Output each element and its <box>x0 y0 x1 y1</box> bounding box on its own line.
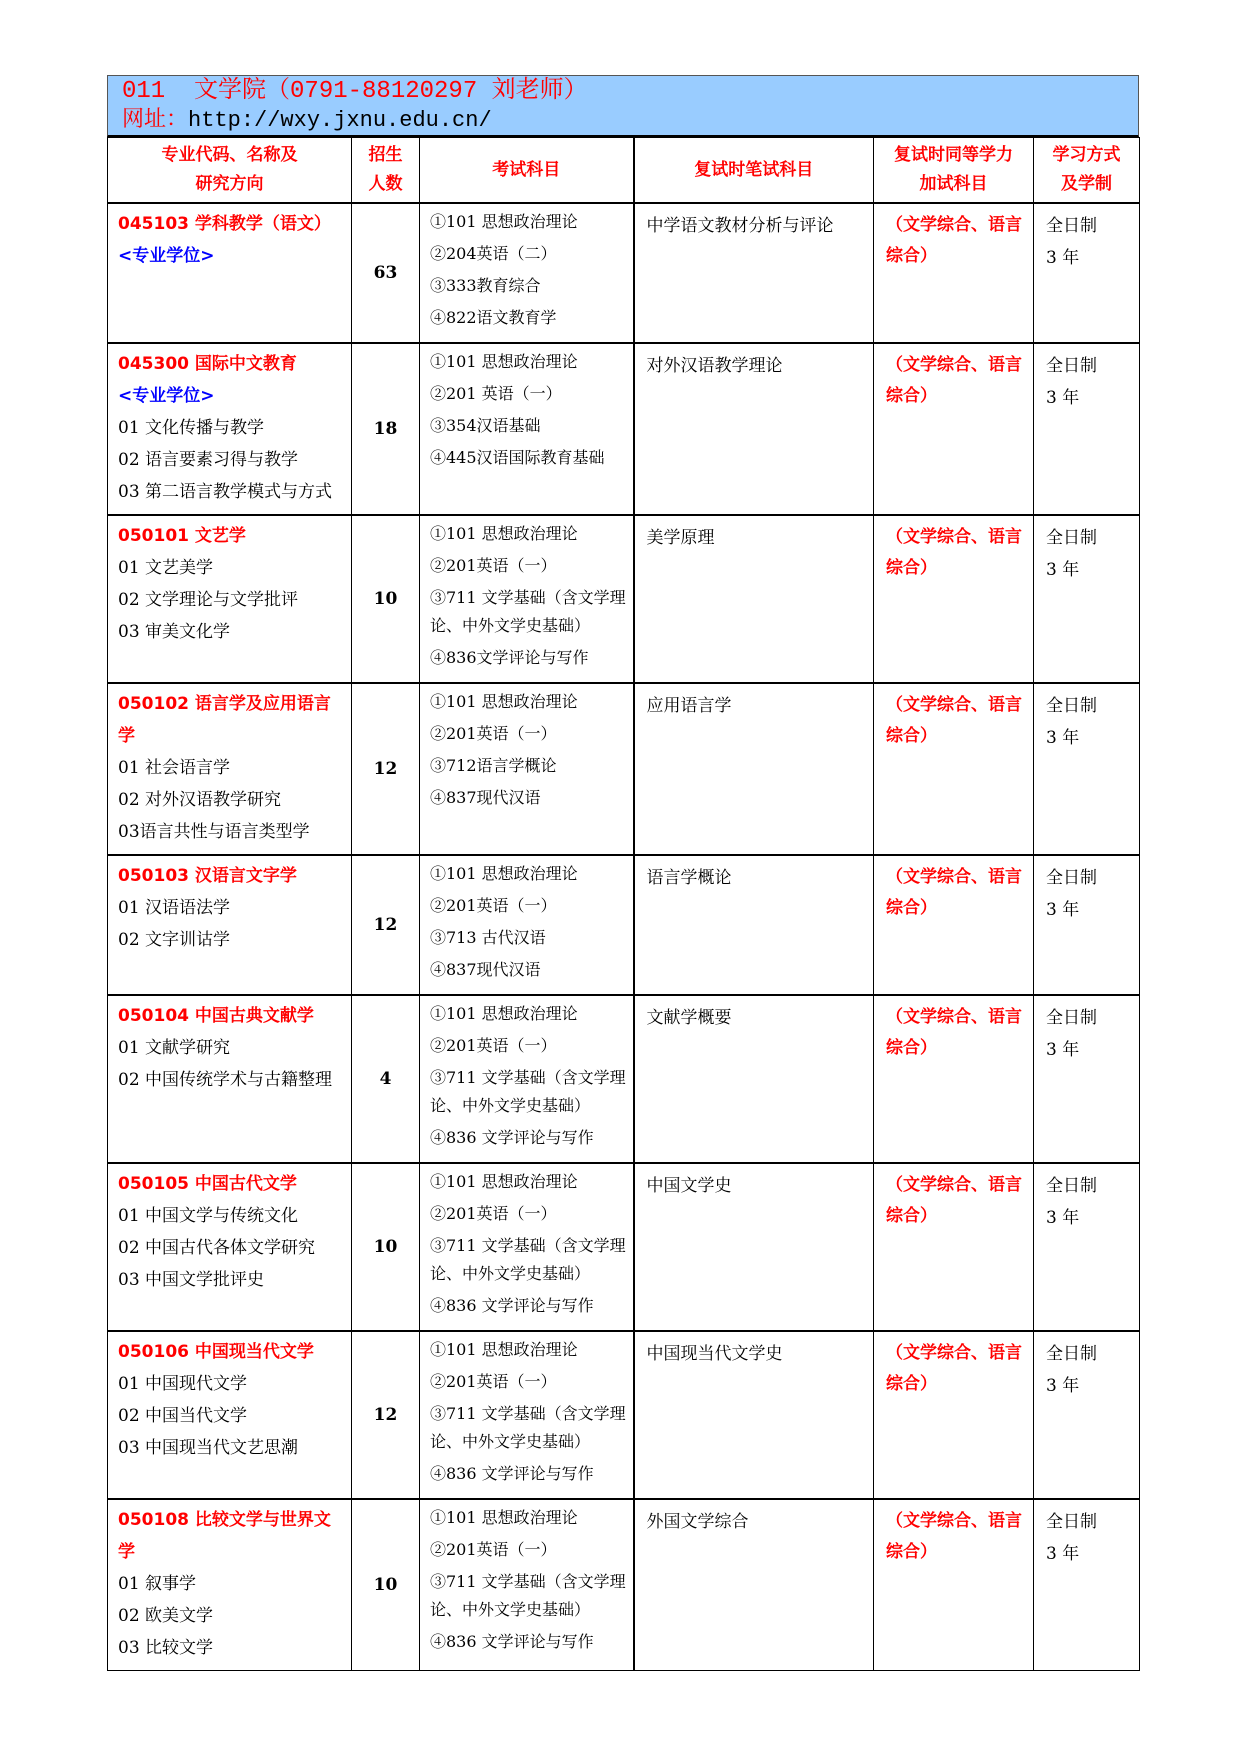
program-rows <box>108 203 1140 1671</box>
major-code-name: 050101 文艺学 <box>118 526 246 546</box>
exam-cell <box>420 1331 634 1499</box>
extra-exam-cell: （文学综合、语言综合） <box>874 683 1034 855</box>
quota-cell: 10 <box>352 1499 420 1671</box>
major-code-name: 045103 学科教学（语文） <box>118 214 331 234</box>
direction-list <box>118 552 343 648</box>
direction-list <box>118 1368 343 1464</box>
exam-subject: ③354汉语基础 <box>430 416 541 435</box>
exam-subject: ①101 思想政治理论 <box>430 352 578 371</box>
mode-cell <box>1034 995 1140 1163</box>
extra-exam-cell: （文学综合、语言综合） <box>874 1499 1034 1671</box>
exam-list <box>430 1504 627 1656</box>
study-mode: 全日制 <box>1046 868 1097 888</box>
research-direction: 01 中国现代文学 <box>118 1374 248 1394</box>
major-cell <box>108 1331 352 1499</box>
major-code-name: 050105 中国古代文学 <box>118 1174 297 1194</box>
study-years: 3 年 <box>1046 1208 1080 1228</box>
exam-subject: ①101 思想政治理论 <box>430 1340 578 1359</box>
quota-cell: 10 <box>352 515 420 683</box>
table-header-row <box>108 138 1140 204</box>
mode-cell <box>1034 1163 1140 1331</box>
major-code-name: 050106 中国现当代文学 <box>118 1342 314 1362</box>
research-direction: 03语言共性与语言类型学 <box>118 822 310 842</box>
exam-subject: ③711 文学基础（含文学理论、中外文学史基础） <box>430 1236 626 1283</box>
header-quota-line2: 人数 <box>368 174 403 194</box>
extra-exam-cell: （文学综合、语言综合） <box>874 203 1034 343</box>
research-direction: 02 文学理论与文学批评 <box>118 590 299 610</box>
study-years: 3 年 <box>1046 1544 1080 1564</box>
major-cell <box>108 203 352 343</box>
exam-list <box>430 520 627 672</box>
exam-subject: ②201英语（一） <box>430 556 557 575</box>
exam-subject: ①101 思想政治理论 <box>430 692 578 711</box>
website-label: 网址： <box>122 108 189 133</box>
research-direction: 03 中国文学批评史 <box>118 1270 265 1290</box>
quota-cell: 63 <box>352 203 420 343</box>
direction-list <box>118 1568 343 1664</box>
exam-subject: ④837现代汉语 <box>430 960 541 979</box>
table-row <box>108 1499 1140 1671</box>
retest-cell: 文献学概要 <box>634 995 874 1163</box>
exam-subject: ③711 文学基础（含文学理论、中外文学史基础） <box>430 1572 626 1619</box>
exam-subject: ①101 思想政治理论 <box>430 864 578 883</box>
direction-list <box>118 752 343 848</box>
exam-subject: ③713 古代汉语 <box>430 928 546 947</box>
mode-cell <box>1034 683 1140 855</box>
college-banner <box>107 75 1139 137</box>
table-row <box>108 1163 1140 1331</box>
research-direction: 03 第二语言教学模式与方式 <box>118 482 333 502</box>
exam-list <box>430 1168 627 1320</box>
exam-subject: ④836 文学评论与写作 <box>430 1128 594 1147</box>
header-mode-line1: 学习方式 <box>1052 145 1121 165</box>
retest-cell: 对外汉语教学理论 <box>634 343 874 515</box>
header-extra <box>874 138 1034 204</box>
exam-cell <box>420 203 634 343</box>
direction-list <box>118 892 343 956</box>
study-mode: 全日制 <box>1046 216 1097 236</box>
exam-subject: ④836 文学评论与写作 <box>430 1296 594 1315</box>
study-mode: 全日制 <box>1046 356 1097 376</box>
header-exam: 考试科目 <box>420 138 634 204</box>
header-major <box>108 138 352 204</box>
table-row <box>108 343 1140 515</box>
study-mode: 全日制 <box>1046 1512 1097 1532</box>
exam-subject: ③711 文学基础（含文学理论、中外文学史基础） <box>430 1404 626 1451</box>
study-mode: 全日制 <box>1046 1008 1097 1028</box>
research-direction: 02 中国当代文学 <box>118 1406 248 1426</box>
table-row <box>108 203 1140 343</box>
table-row <box>108 683 1140 855</box>
exam-subject: ④836 文学评论与写作 <box>430 1632 594 1651</box>
program-table <box>107 137 1140 1671</box>
admission-catalog-page <box>107 75 1139 1671</box>
research-direction: 02 语言要素习得与教学 <box>118 450 299 470</box>
table-row <box>108 855 1140 995</box>
header-quota <box>352 138 420 204</box>
quota-cell: 10 <box>352 1163 420 1331</box>
header-major-line1: 专业代码、名称及 <box>161 145 298 165</box>
major-code-name: 050104 中国古典文献学 <box>118 1006 314 1026</box>
retest-cell: 中国文学史 <box>634 1163 874 1331</box>
mode-cell <box>1034 515 1140 683</box>
study-years: 3 年 <box>1046 900 1080 920</box>
mode-cell <box>1034 1499 1140 1671</box>
retest-cell: 中国现当代文学史 <box>634 1331 874 1499</box>
exam-subject: ④445汉语国际教育基础 <box>430 448 605 467</box>
mode-cell <box>1034 855 1140 995</box>
exam-cell <box>420 995 634 1163</box>
research-direction: 03 比较文学 <box>118 1638 214 1658</box>
extra-exam-cell: （文学综合、语言综合） <box>874 995 1034 1163</box>
study-years: 3 年 <box>1046 560 1080 580</box>
retest-cell: 中学语文教材分析与评论 <box>634 203 874 343</box>
study-years: 3 年 <box>1046 728 1080 748</box>
major-cell <box>108 515 352 683</box>
retest-cell: 美学原理 <box>634 515 874 683</box>
exam-subject: ②201英语（一） <box>430 724 557 743</box>
major-code-name: 050108 比较文学与世界文学 <box>118 1510 331 1562</box>
research-direction: 02 中国古代各体文学研究 <box>118 1238 316 1258</box>
exam-cell <box>420 1163 634 1331</box>
website-url[interactable]: http://wxy.jxnu.edu.cn/ <box>188 108 492 133</box>
major-cell <box>108 1499 352 1671</box>
quota-cell: 18 <box>352 343 420 515</box>
header-major-line2: 研究方向 <box>195 174 264 194</box>
table-row <box>108 1331 1140 1499</box>
exam-subject: ①101 思想政治理论 <box>430 1508 578 1527</box>
mode-cell <box>1034 203 1140 343</box>
major-cell <box>108 1163 352 1331</box>
retest-cell: 应用语言学 <box>634 683 874 855</box>
study-mode: 全日制 <box>1046 1344 1097 1364</box>
research-direction: 02 对外汉语教学研究 <box>118 790 282 810</box>
website-line <box>122 107 1138 135</box>
exam-cell <box>420 343 634 515</box>
header-mode-line2: 及学制 <box>1061 174 1112 194</box>
exam-list <box>430 688 627 812</box>
study-years: 3 年 <box>1046 1040 1080 1060</box>
exam-subject: ③711 文学基础（含文学理论、中外文学史基础） <box>430 588 626 635</box>
mode-cell <box>1034 1331 1140 1499</box>
exam-list <box>430 348 627 472</box>
exam-cell <box>420 1499 634 1671</box>
exam-subject: ②201英语（一） <box>430 1372 557 1391</box>
exam-subject: ②201英语（一） <box>430 1204 557 1223</box>
exam-subject: ②201英语（一） <box>430 1540 557 1559</box>
major-code-name: 045300 国际中文教育 <box>118 354 297 374</box>
exam-subject: ③712语言学概论 <box>430 756 557 775</box>
quota-cell: 12 <box>352 855 420 995</box>
research-direction: 01 社会语言学 <box>118 758 231 778</box>
research-direction: 01 叙事学 <box>118 1574 197 1594</box>
retest-cell: 语言学概论 <box>634 855 874 995</box>
exam-cell <box>420 515 634 683</box>
quota-cell: 12 <box>352 683 420 855</box>
header-quota-line1: 招生 <box>368 145 403 165</box>
quota-cell: 4 <box>352 995 420 1163</box>
exam-list <box>430 1336 627 1488</box>
college-title: 011 文学院（0791-88120297 刘老师） <box>122 78 588 105</box>
exam-subject: ②201 英语（一） <box>430 384 562 403</box>
degree-type: <专业学位> <box>118 246 215 266</box>
direction-list <box>118 1200 343 1296</box>
exam-subject: ①101 思想政治理论 <box>430 524 578 543</box>
quota-cell: 12 <box>352 1331 420 1499</box>
header-retest: 复试时笔试科目 <box>634 138 874 204</box>
research-direction: 01 文化传播与教学 <box>118 418 265 438</box>
exam-subject: ②201英语（一） <box>430 896 557 915</box>
study-years: 3 年 <box>1046 1376 1080 1396</box>
research-direction: 01 文艺美学 <box>118 558 214 578</box>
header-mode <box>1034 138 1140 204</box>
study-mode: 全日制 <box>1046 528 1097 548</box>
research-direction: 01 中国文学与传统文化 <box>118 1206 299 1226</box>
direction-list <box>118 412 343 508</box>
extra-exam-cell: （文学综合、语言综合） <box>874 1163 1034 1331</box>
research-direction: 03 审美文化学 <box>118 622 231 642</box>
exam-subject: ②201英语（一） <box>430 1036 557 1055</box>
extra-exam-cell: （文学综合、语言综合） <box>874 343 1034 515</box>
research-direction: 03 中国现当代文艺思潮 <box>118 1438 299 1458</box>
exam-list <box>430 208 627 332</box>
research-direction: 01 汉语语法学 <box>118 898 231 918</box>
retest-cell: 外国文学综合 <box>634 1499 874 1671</box>
degree-type: <专业学位> <box>118 386 215 406</box>
extra-exam-cell: （文学综合、语言综合） <box>874 515 1034 683</box>
extra-exam-cell: （文学综合、语言综合） <box>874 1331 1034 1499</box>
major-code-name: 050102 语言学及应用语言学 <box>118 694 331 746</box>
major-cell <box>108 343 352 515</box>
exam-subject: ②204英语（二） <box>430 244 557 263</box>
major-cell <box>108 995 352 1163</box>
major-cell <box>108 855 352 995</box>
study-mode: 全日制 <box>1046 696 1097 716</box>
exam-subject: ①101 思想政治理论 <box>430 1004 578 1023</box>
study-years: 3 年 <box>1046 248 1080 268</box>
exam-subject: ④822语文教育学 <box>430 308 557 327</box>
research-direction: 01 文献学研究 <box>118 1038 231 1058</box>
research-direction: 02 文字训诂学 <box>118 930 231 950</box>
exam-list <box>430 860 627 984</box>
exam-cell <box>420 683 634 855</box>
study-mode: 全日制 <box>1046 1176 1097 1196</box>
exam-subject: ③711 文学基础（含文学理论、中外文学史基础） <box>430 1068 626 1115</box>
table-row <box>108 995 1140 1163</box>
exam-cell <box>420 855 634 995</box>
major-cell <box>108 683 352 855</box>
direction-list <box>118 1032 343 1096</box>
exam-subject: ④836文学评论与写作 <box>430 648 589 667</box>
major-code-name: 050103 汉语言文字学 <box>118 866 297 886</box>
mode-cell <box>1034 343 1140 515</box>
header-extra-line1: 复试时同等学力 <box>894 145 1013 165</box>
exam-subject: ①101 思想政治理论 <box>430 212 578 231</box>
table-row <box>108 515 1140 683</box>
exam-subject: ④836 文学评论与写作 <box>430 1464 594 1483</box>
extra-exam-cell: （文学综合、语言综合） <box>874 855 1034 995</box>
study-years: 3 年 <box>1046 388 1080 408</box>
exam-subject: ④837现代汉语 <box>430 788 541 807</box>
exam-subject: ③333教育综合 <box>430 276 541 295</box>
header-extra-line2: 加试科目 <box>919 174 988 194</box>
exam-list <box>430 1000 627 1152</box>
research-direction: 02 中国传统学术与古籍整理 <box>118 1070 333 1090</box>
research-direction: 02 欧美文学 <box>118 1606 214 1626</box>
exam-subject: ①101 思想政治理论 <box>430 1172 578 1191</box>
